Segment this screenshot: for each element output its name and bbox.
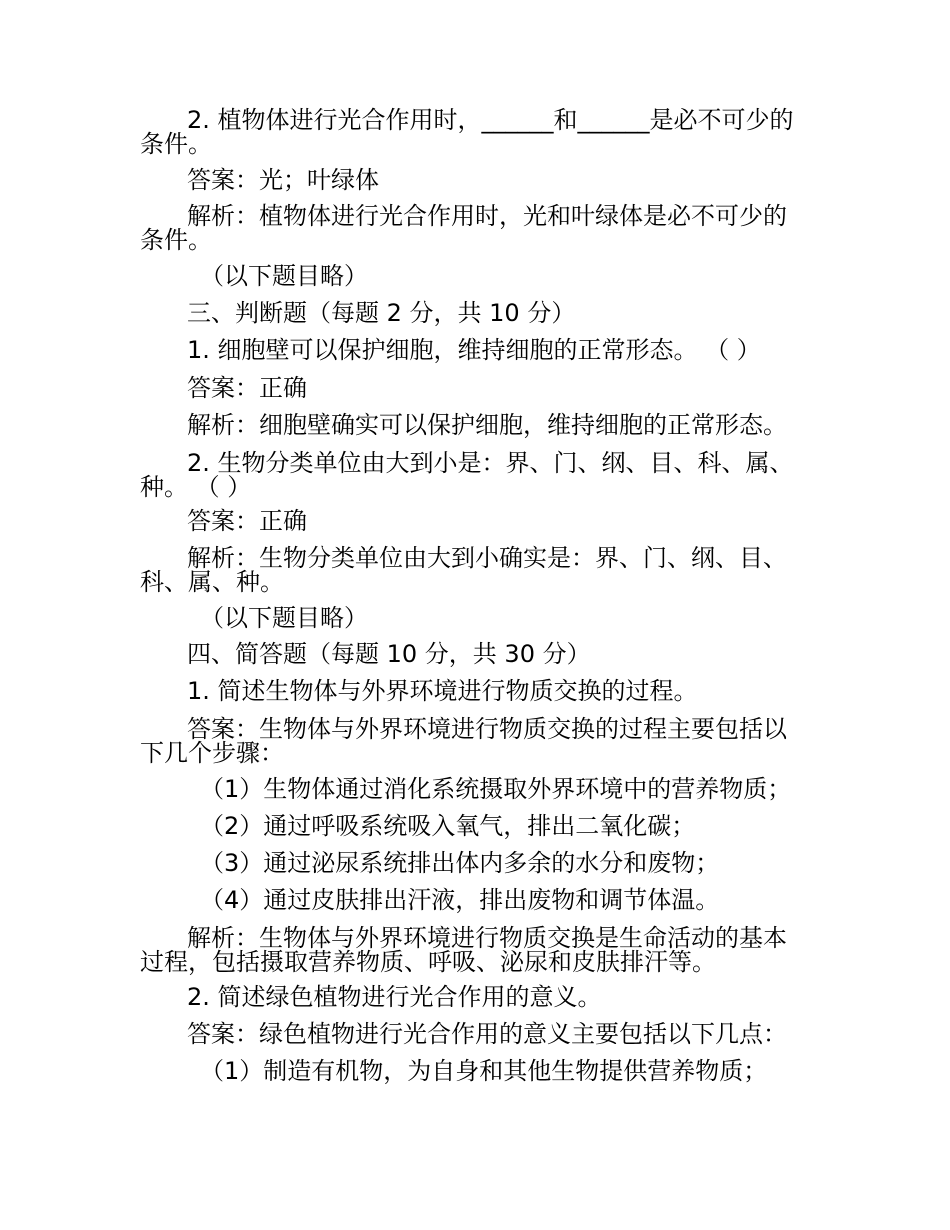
explanation-text: 解析：生物体与外界环境进行物质交换是生命活动的基本过程，包括摄取营养物质、呼吸、泌尿和皮肤排汗等。 [140, 924, 787, 976]
short-answer-question-1: 1. 简述生物体与外界环境进行物质交换的过程。 [187, 677, 698, 705]
answer-step-4: （4）通过皮肤排出汗液，排出废物和调节体温。 [200, 886, 720, 914]
answer-text: 答案：正确 [187, 507, 307, 535]
omitted-note: （以下题目略） [200, 604, 368, 632]
answer-step-3: （3）通过泌尿系统排出体内多余的水分和废物； [200, 849, 720, 877]
explanation-text: 解析：生物分类单位由大到小确实是：界、门、纲、目、科、属、种。 [140, 544, 787, 596]
answer-text: 答案：绿色植物进行光合作用的意义主要包括以下几点： [187, 1020, 787, 1048]
true-false-question-1: 1. 细胞壁可以保护细胞，维持细胞的正常形态。 （ ） [187, 336, 761, 364]
short-answer-question-2: 2. 简述绿色植物进行光合作用的意义。 [187, 983, 602, 1011]
omitted-note: （以下题目略） [200, 262, 368, 290]
section-heading-true-false: 三、判断题（每题 2 分，共 10 分） [187, 299, 576, 327]
explanation-text: 解析：植物体进行光合作用时，光和叶绿体是必不可少的条件。 [140, 202, 787, 254]
explanation-text: 解析：细胞壁确实可以保护细胞，维持细胞的正常形态。 [187, 411, 787, 439]
section-heading-short-answer: 四、简答题（每题 10 分，共 30 分） [187, 640, 591, 668]
fill-in-question-2: 2. 植物体进行光合作用时，______和______是必不可少的条件。 [140, 106, 794, 158]
answer-step-1: （1）生物体通过消化系统摄取外界环境中的营养物质； [200, 775, 792, 803]
answer-text: 答案：光；叶绿体 [187, 166, 379, 194]
answer-text: 答案：正确 [187, 374, 307, 402]
answer-step-2: （2）通过呼吸系统吸入氧气，排出二氧化碳； [200, 812, 696, 840]
answer-point-1: （1）制造有机物，为自身和其他生物提供营养物质； [200, 1057, 768, 1085]
answer-text: 答案：生物体与外界环境进行物质交换的过程主要包括以下几个步骤： [140, 715, 787, 767]
true-false-question-2: 2. 生物分类单位由大到小是：界、门、纲、目、科、属、种。 （ ） [140, 449, 794, 501]
